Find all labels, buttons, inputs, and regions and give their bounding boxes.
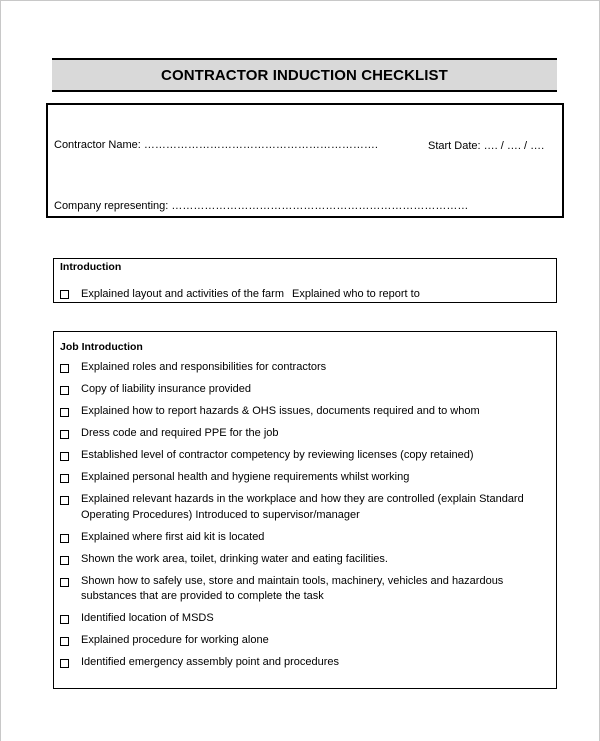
list-item: Explained how to report hazards & OHS issues, documents required and to whom [60,404,550,420]
job-introduction-heading: Job Introduction [60,341,143,353]
list-item: Explained relevant hazards in the workplace and how they are controlled (explain Standard Operating Procedures) Introduced to supervisor/manager [60,492,550,523]
list-item: Identified location of MSDS [60,611,550,627]
contractor-info-box [46,103,564,218]
list-item: Established level of contractor competency by reviewing licenses (copy retained) [60,448,550,464]
job-introduction-section [53,331,557,689]
checkbox[interactable] [60,290,69,299]
job-checklist [60,360,550,677]
checkbox[interactable] [60,578,69,587]
introduction-heading: Introduction [60,261,122,273]
checkbox[interactable] [60,659,69,668]
list-item: Copy of liability insurance provided [60,382,550,398]
checkbox[interactable] [60,386,69,395]
checkbox[interactable] [60,556,69,565]
list-item: Shown the work area, toilet, drinking water and eating facilities. [60,552,550,568]
list-item: Dress code and required PPE for the job [60,426,550,442]
list-item: Explained personal health and hygiene requirements whilst working [60,470,550,486]
page-title: CONTRACTOR INDUCTION CHECKLIST [52,58,557,92]
start-date-field[interactable]: Start Date: …. / …. / …. [428,140,545,152]
checkbox[interactable] [60,408,69,417]
checkbox[interactable] [60,615,69,624]
list-item: Explained procedure for working alone [60,633,550,649]
introduction-item-layout: Explained layout and activities of the farm [81,288,285,300]
checkbox[interactable] [60,534,69,543]
checkbox[interactable] [60,430,69,439]
list-item: Shown how to safely use, store and maintain tools, machinery, vehicles and hazardous substances that are provided to complete the task [60,574,550,605]
checkbox[interactable] [60,496,69,505]
introduction-item-report: Explained who to report to [292,288,420,300]
checkbox[interactable] [60,474,69,483]
contractor-name-field[interactable]: Contractor Name: ………………………………………………………. [54,139,378,151]
list-item: Explained roles and responsibilities for contractors [60,360,550,376]
checkbox[interactable] [60,452,69,461]
list-item: Identified emergency assembly point and procedures [60,655,550,671]
checkbox[interactable] [60,364,69,373]
introduction-section [53,258,557,303]
checkbox[interactable] [60,637,69,646]
list-item: Explained where first aid kit is located [60,530,550,546]
introduction-item [60,288,420,300]
company-representing-field[interactable]: Company representing: ……………………………………………………………………… [54,200,469,212]
